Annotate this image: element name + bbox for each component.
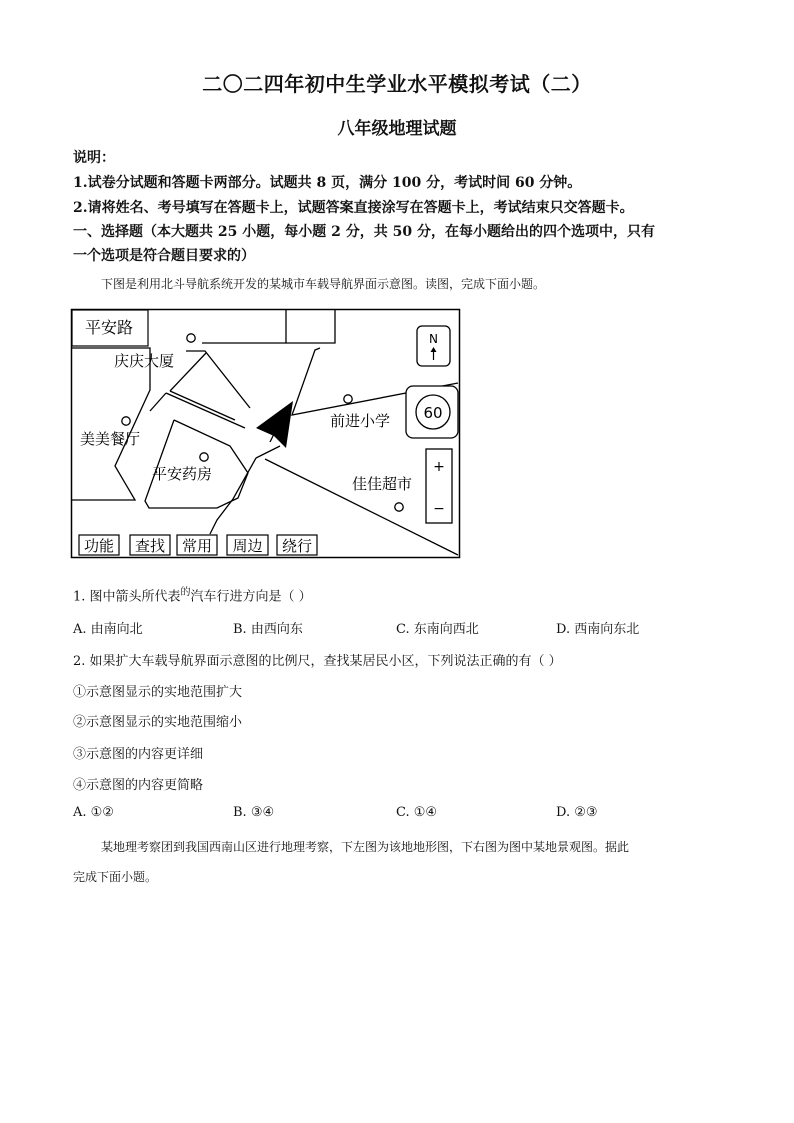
function-button-bar (79, 535, 317, 555)
q2-option-d[interactable]: D. ②③ (556, 805, 598, 820)
q2-option-b[interactable]: B. ③④ (233, 805, 275, 820)
field-trip-intro-line-2: 完成下面小题。 (73, 870, 158, 884)
question-1-stem-b: 汽车行进方向是（ ） (190, 589, 312, 605)
button-detour[interactable]: 绕行 (281, 537, 313, 555)
q2-item-3: ③示意图的内容更详细 (73, 747, 204, 762)
q2-option-c[interactable]: C. ①④ (396, 805, 438, 820)
road-label-pingan: 平安路 (85, 318, 134, 337)
section-heading-line-2: 一个选项是符合题目要求的） (73, 248, 255, 264)
question-1-stem-sup: 的 (180, 587, 191, 598)
poi-label-school: 前进小学 (330, 412, 391, 430)
zoom-in-button[interactable]: + (433, 459, 445, 475)
question-1-stem-a: 1. 图中箭头所代表 (73, 589, 181, 605)
section-heading-line-1: 一、选择题（本大题共 25 小题，每小题 2 分，共 50 分，在每小题给出的四个选项中，只有 (73, 224, 655, 240)
poi-marker-school (344, 395, 352, 403)
map-intro-text: 下图是利用北斗导航系统开发的某城市车载导航界面示意图。读图，完成下面小题。 (101, 277, 546, 291)
field-trip-intro-line-1: 某地理考察团到我国西南山区进行地理考察，下左图为该地地形图，下右图为图中某地景观图。据此 (101, 840, 630, 854)
poi-marker-qingqing (187, 334, 195, 342)
poi-label-qingqing: 庆庆大厦 (114, 352, 175, 370)
q1-option-c[interactable]: C. 东南向西北 (396, 622, 479, 637)
button-search[interactable]: 查找 (134, 537, 166, 555)
q2-option-a[interactable]: A. ①② (73, 805, 114, 820)
button-nearby[interactable]: 周边 (232, 537, 263, 555)
poi-marker-jiajia (395, 503, 403, 511)
speed-limit-value: 60 (423, 404, 443, 422)
instructions-heading: 说明： (73, 150, 115, 166)
navigation-map (70, 308, 462, 560)
exam-subtitle: 八年级地理试题 (337, 119, 457, 139)
poi-marker-pharmacy (200, 453, 208, 461)
exam-title: 二〇二四年初中生学业水平模拟考试（二） (202, 72, 592, 96)
poi-label-meimei: 美美餐厅 (80, 430, 141, 448)
q1-option-b[interactable]: B. 由西向东 (233, 622, 303, 637)
instruction-line-2: 2.请将姓名、考号填写在答题卡上，试题答案直接涂写在答题卡上，考试结束只交答题卡。 (73, 200, 634, 216)
q1-option-a[interactable]: A. 由南向北 (73, 622, 143, 637)
button-frequent[interactable]: 常用 (181, 537, 213, 555)
q2-item-4: ④示意图的内容更简略 (73, 778, 204, 793)
question-2-stem: 2. 如果扩大车载导航界面示意图的比例尺，查找某居民小区，下列说法正确的有（ ） (73, 654, 562, 669)
q2-item-2: ②示意图显示的实地范围缩小 (73, 715, 243, 730)
north-label: N (429, 332, 438, 346)
poi-marker-meimei (122, 417, 130, 425)
question-1-stem (73, 583, 312, 604)
poi-label-jiajia: 佳佳超市 (352, 475, 413, 493)
instruction-line-1: 1.试卷分试题和答题卡两部分。试题共 8 页，满分 100 分，考试时间 60 分钟。 (73, 175, 582, 191)
q1-option-d[interactable]: D. 西南向东北 (556, 622, 640, 637)
zoom-out-button[interactable]: − (433, 501, 445, 517)
poi-label-pharmacy: 平安药房 (152, 465, 213, 483)
button-function[interactable]: 功能 (83, 537, 115, 555)
q2-item-1: ①示意图显示的实地范围扩大 (73, 685, 243, 700)
